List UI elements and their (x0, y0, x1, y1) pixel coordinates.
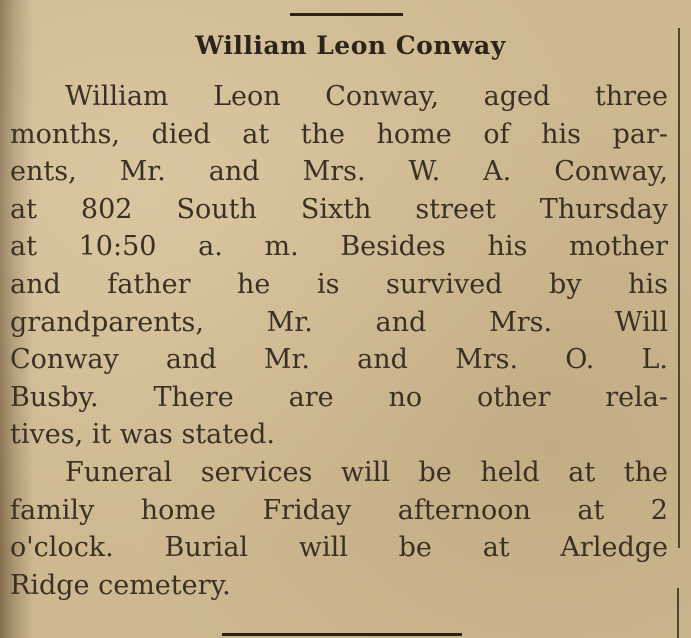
text-line: family home Friday afternoon at 2 (10, 494, 668, 526)
text-line: o'clock. Burial will be at Arledge (10, 532, 668, 564)
paragraph-2 (10, 454, 668, 604)
text-line: ents, Mr. and Mrs. W. A. Conway, (10, 156, 668, 188)
text-line: tives, it was stated. (10, 419, 275, 451)
obituary-article (10, 78, 668, 604)
text-line: and father he is survived by his (10, 268, 668, 300)
text-line: Conway and Mr. and Mrs. O. L. (10, 344, 668, 376)
text-line: Funeral services will be held at the (65, 456, 668, 488)
top-rule (290, 13, 403, 16)
text-line: William Leon Conway, aged three (65, 81, 668, 112)
text-line: at 802 South Sixth street Thursday (10, 193, 668, 225)
headline: William Leon Conway (195, 31, 506, 60)
text-line: grandparents, Mr. and Mrs. Will (10, 306, 668, 338)
column-rule (678, 28, 680, 548)
text-line: Busby. There are no other rela- (10, 381, 668, 413)
column-rule-lower (677, 588, 679, 638)
bottom-rule (222, 633, 462, 636)
text-line: months, died at the home of his par- (10, 118, 668, 150)
text-line: at 10:50 a. m. Besides his mother (10, 231, 668, 263)
paragraph-1 (10, 78, 668, 454)
text-line: Ridge cemetery. (10, 569, 231, 601)
